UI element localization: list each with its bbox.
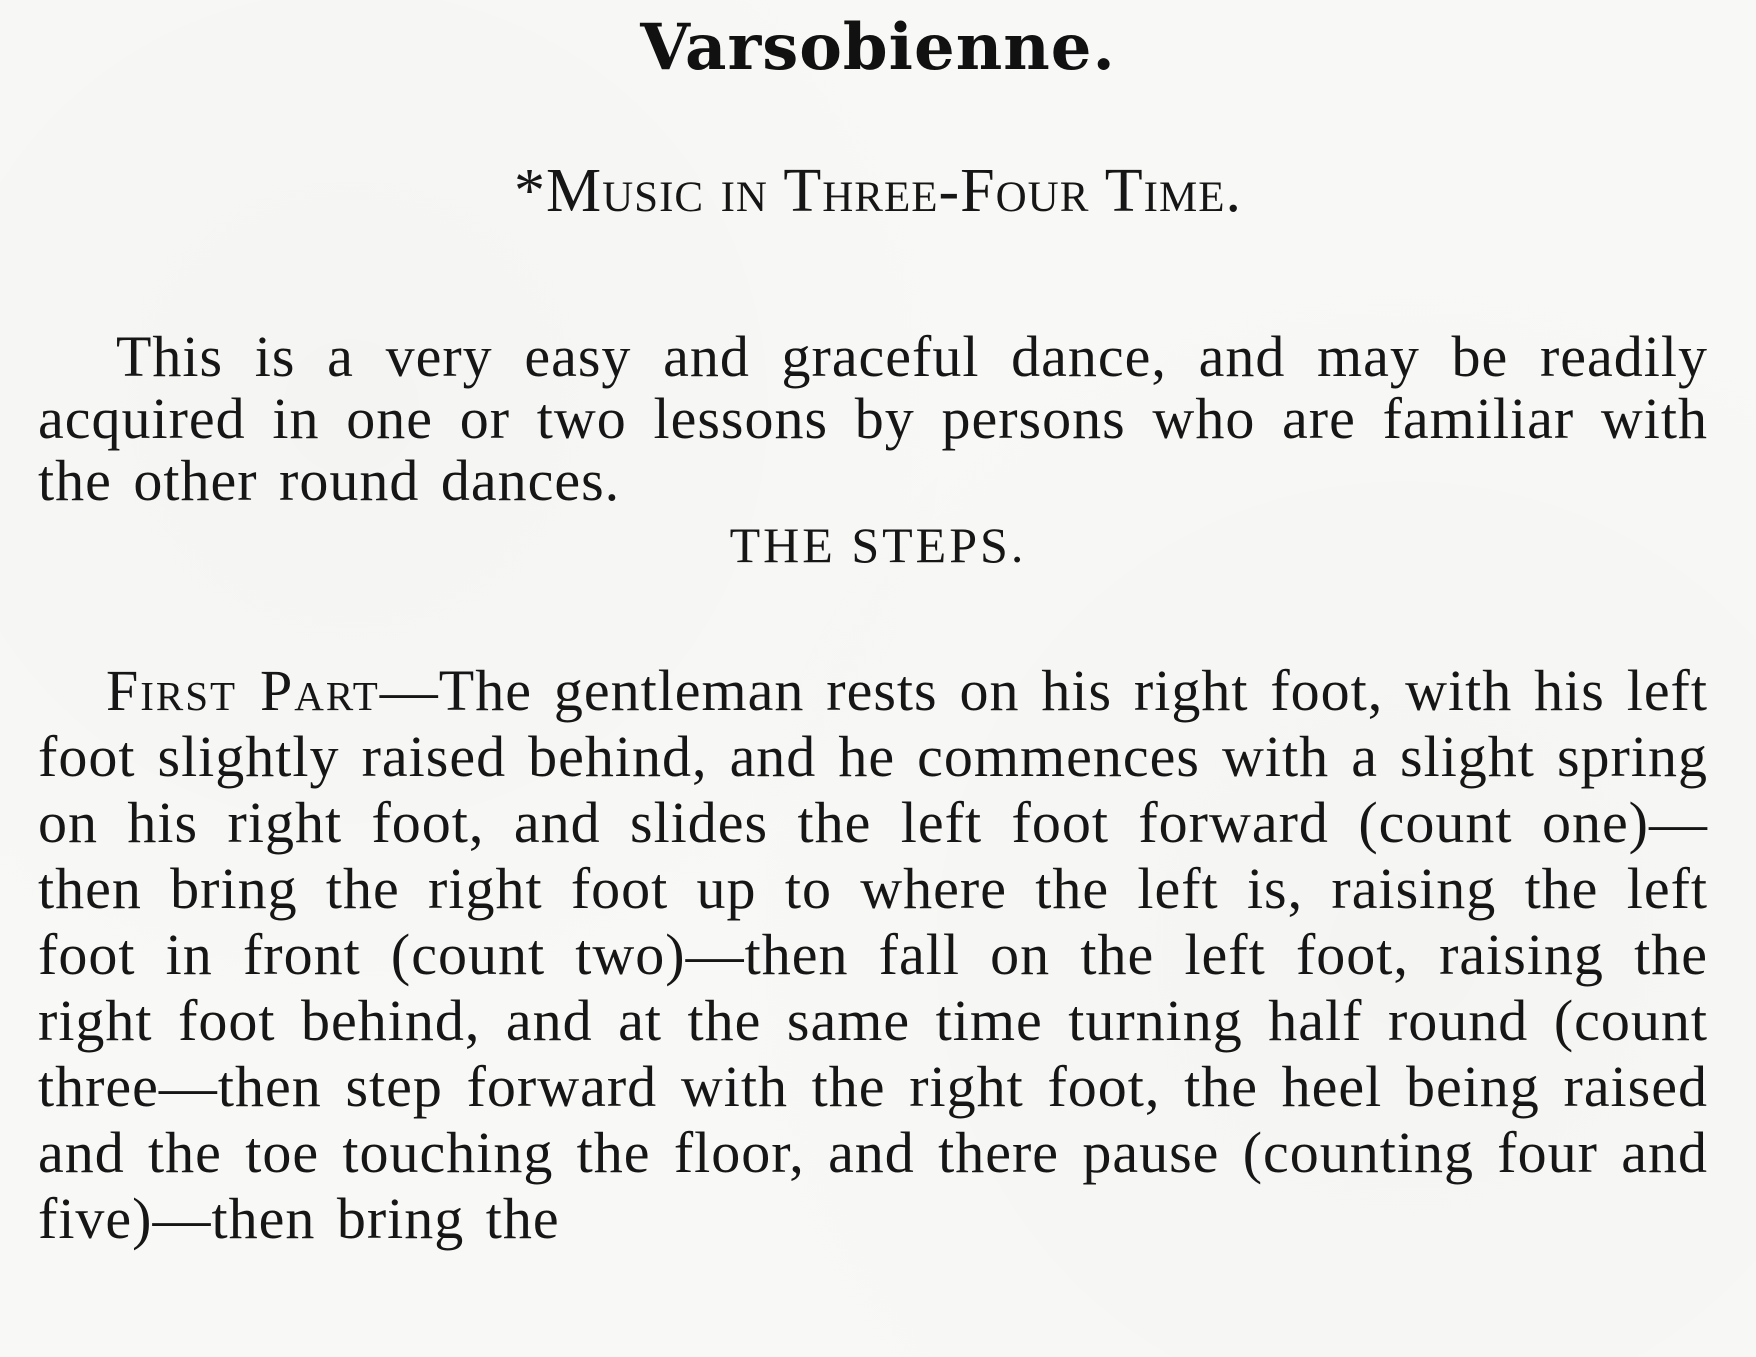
steps-heading: THE STEPS. — [729, 517, 1027, 573]
music-time-subtitle: *Music in Three-Four Time. — [514, 157, 1242, 225]
dance-title: Varsobienne. — [640, 10, 1116, 85]
first-part-lead: First Part — [106, 658, 380, 723]
intro-paragraph: This is a very easy and graceful dance, and may be readily acquired in one or two lessons by persons who are familiar with the other round dances. — [38, 324, 1708, 513]
first-part-text: —The gentleman rests on his right foot, with his left foot slightly raised behind, and he commences with a slight spring on his right foot, and slides the left foot forward (count one)—then bring the right foot up to where the left is, raising the left foot in front (count two)—then fall on the left foot, raising the right foot behind, and at the same time turning half round (count three—then step forward with the right foot, the heel being raised and the toe touching the floor, and there pause (counting four and five)—then bring the — [38, 658, 1708, 1251]
first-part-paragraph — [38, 658, 1708, 1252]
